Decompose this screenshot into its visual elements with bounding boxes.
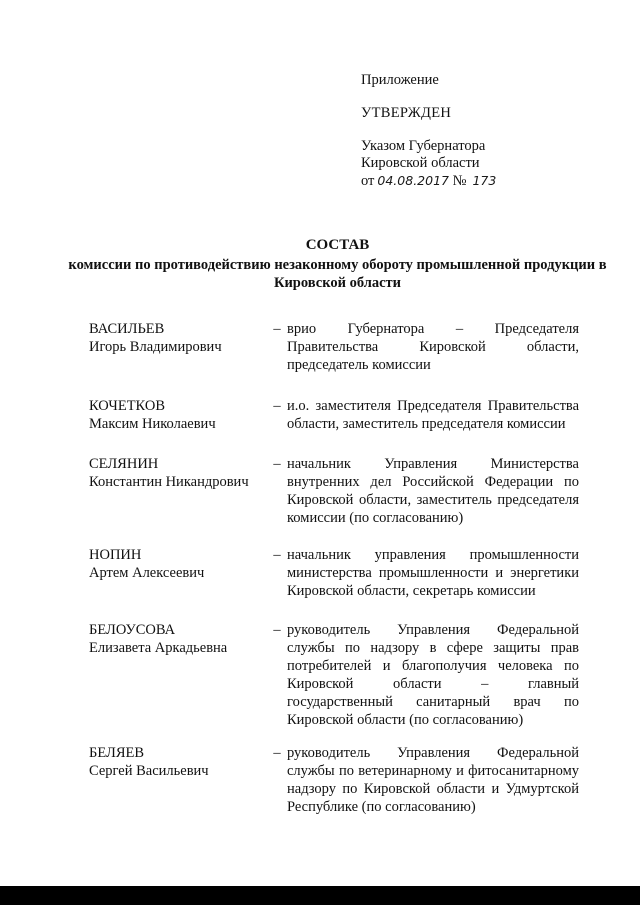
approval-block [361,72,601,190]
member-surname: НОПИН [89,547,142,563]
date-prefix: от [361,173,375,189]
decree-line-2: Кировской области [361,155,480,171]
member-surname: БЕЛЯЕВ [89,745,145,761]
member-surname: СЕЛЯНИН [89,456,159,472]
member-dash: – [273,398,281,414]
member-surname: БЕЛОУСОВА [89,622,176,638]
member-given-name: Сергей Васильевич [89,763,209,779]
decree-line-1: Указом Губернатора [361,138,486,154]
member-dash: – [273,622,281,638]
appendix-label: Приложение [361,72,439,88]
member-surname: ВАСИЛЬЕВ [89,321,165,337]
handwritten-number: 173 [472,173,497,188]
member-dash: – [273,321,281,337]
member-surname: КОЧЕТКОВ [89,398,166,414]
member-dash: – [273,745,281,761]
document-title [60,236,615,292]
approved-label: УТВЕРЖДЕН [361,105,452,121]
handwritten-date: 04.08.2017 [377,173,449,188]
member-given-name: Игорь Владимирович [89,339,222,355]
member-given-name: Максим Николаевич [89,416,216,432]
title-subtitle: комиссии по противодействию незаконному обороту промышленной продукции в Кировской области [68,257,607,291]
member-dash: – [273,456,281,472]
member-given-name: Елизавета Аркадьевна [89,640,228,656]
scan-edge-strip [0,886,640,905]
member-dash: – [273,547,281,563]
number-sign: № [452,173,467,189]
member-role: начальник управления промышленности министерства промышленности и энергетики Кировской области, секретарь комиссии [287,547,579,599]
member-role: и.о. заместителя Председателя Правительства области, заместитель председателя комиссии [287,398,579,432]
member-role: руководитель Управления Федеральной службы по ветеринарному и фитосанитарному надзору по Кировской области и Удмуртской Республике (по согласованию) [287,745,579,815]
member-role: руководитель Управления Федеральной службы по надзору в сфере защиты прав потребителей и благополучия человека по Кировской области – главный государственный санитарный врач по Кировской области (по согласованию) [287,622,579,728]
member-role: начальник Управления Министерства внутренних дел Российской Федерации по Кировской области, заместитель председателя комиссии (по согласованию) [287,456,579,526]
member-given-name: Константин Никандрович [89,474,249,490]
decree-date-number [361,172,601,190]
member-given-name: Артем Алексеевич [89,565,205,581]
title-heading: СОСТАВ [305,237,370,253]
member-role: врио Губернатора – Председателя Правительства Кировской области, председатель комиссии [287,321,579,373]
